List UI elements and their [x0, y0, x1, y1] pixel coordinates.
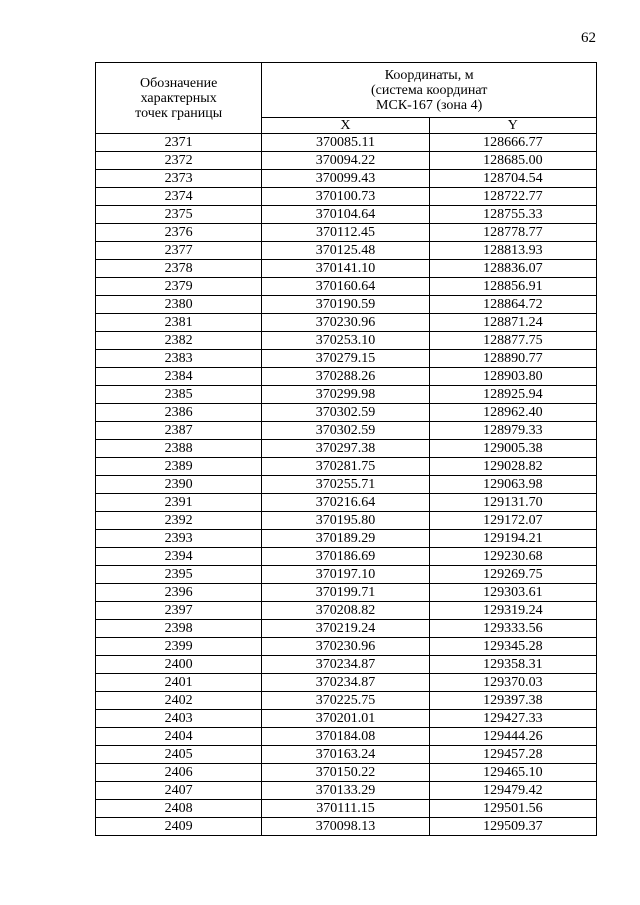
y-cell: 128871.24 — [429, 314, 596, 332]
x-cell: 370125.48 — [262, 242, 429, 260]
table-row — [96, 260, 597, 278]
y-cell: 128755.33 — [429, 206, 596, 224]
points-column-header — [96, 63, 262, 134]
y-cell: 129303.61 — [429, 584, 596, 602]
coords-header-line: МСК-167 (зона 4) — [376, 97, 483, 113]
point-cell: 2377 — [96, 242, 262, 260]
table-row — [96, 296, 597, 314]
y-cell: 129465.10 — [429, 764, 596, 782]
point-cell: 2408 — [96, 800, 262, 818]
points-header-line: Обозначение — [139, 75, 218, 91]
point-cell: 2397 — [96, 602, 262, 620]
table-row — [96, 368, 597, 386]
y-cell: 129427.33 — [429, 710, 596, 728]
y-cell: 129131.70 — [429, 494, 596, 512]
x-cell: 370255.71 — [262, 476, 429, 494]
x-cell: 370099.43 — [262, 170, 429, 188]
y-cell: 129397.38 — [429, 692, 596, 710]
coordinates-column-header — [262, 63, 597, 118]
table-row — [96, 530, 597, 548]
table-row — [96, 314, 597, 332]
y-cell: 129370.03 — [429, 674, 596, 692]
y-cell: 128979.33 — [429, 422, 596, 440]
point-cell: 2384 — [96, 368, 262, 386]
y-cell: 129479.42 — [429, 782, 596, 800]
table-row — [96, 656, 597, 674]
y-cell: 128856.91 — [429, 278, 596, 296]
point-cell: 2381 — [96, 314, 262, 332]
x-cell: 370230.96 — [262, 638, 429, 656]
x-cell: 370234.87 — [262, 674, 429, 692]
table-row — [96, 134, 597, 152]
y-cell: 129028.82 — [429, 458, 596, 476]
x-cell: 370112.45 — [262, 224, 429, 242]
x-cell: 370133.29 — [262, 782, 429, 800]
table-row — [96, 188, 597, 206]
point-cell: 2391 — [96, 494, 262, 512]
y-cell: 128903.80 — [429, 368, 596, 386]
x-cell: 370190.59 — [262, 296, 429, 314]
point-cell: 2401 — [96, 674, 262, 692]
y-cell: 129509.37 — [429, 818, 596, 836]
table-row — [96, 602, 597, 620]
x-cell: 370197.10 — [262, 566, 429, 584]
point-cell: 2396 — [96, 584, 262, 602]
point-cell: 2378 — [96, 260, 262, 278]
x-cell: 370100.73 — [262, 188, 429, 206]
x-cell: 370098.13 — [262, 818, 429, 836]
table-row — [96, 782, 597, 800]
y-cell: 129345.28 — [429, 638, 596, 656]
x-cell: 370208.82 — [262, 602, 429, 620]
x-cell: 370201.01 — [262, 710, 429, 728]
y-cell: 129230.68 — [429, 548, 596, 566]
x-cell: 370230.96 — [262, 314, 429, 332]
x-cell: 370085.11 — [262, 134, 429, 152]
coords-header-line: (система координат — [370, 82, 488, 98]
x-cell: 370302.59 — [262, 422, 429, 440]
point-cell: 2394 — [96, 548, 262, 566]
point-cell: 2385 — [96, 386, 262, 404]
table-row — [96, 476, 597, 494]
x-cell: 370189.29 — [262, 530, 429, 548]
y-cell: 129457.28 — [429, 746, 596, 764]
table-row — [96, 728, 597, 746]
table-row — [96, 332, 597, 350]
x-cell: 370225.75 — [262, 692, 429, 710]
table-row — [96, 170, 597, 188]
x-cell: 370279.15 — [262, 350, 429, 368]
x-cell: 370141.10 — [262, 260, 429, 278]
point-cell: 2387 — [96, 422, 262, 440]
y-cell: 128778.77 — [429, 224, 596, 242]
x-cell: 370199.71 — [262, 584, 429, 602]
point-cell: 2399 — [96, 638, 262, 656]
table-row — [96, 638, 597, 656]
point-cell: 2373 — [96, 170, 262, 188]
table-row — [96, 494, 597, 512]
point-cell: 2409 — [96, 818, 262, 836]
x-cell: 370163.24 — [262, 746, 429, 764]
y-cell: 129333.56 — [429, 620, 596, 638]
point-cell: 2372 — [96, 152, 262, 170]
table-row — [96, 458, 597, 476]
point-cell: 2388 — [96, 440, 262, 458]
coordinates-table — [95, 62, 597, 836]
y-cell: 128813.93 — [429, 242, 596, 260]
x-cell: 370111.15 — [262, 800, 429, 818]
y-cell: 128962.40 — [429, 404, 596, 422]
x-cell: 370288.26 — [262, 368, 429, 386]
table-row — [96, 422, 597, 440]
table-row — [96, 710, 597, 728]
table-row — [96, 584, 597, 602]
table-row — [96, 764, 597, 782]
x-cell: 370195.80 — [262, 512, 429, 530]
point-cell: 2376 — [96, 224, 262, 242]
x-cell: 370160.64 — [262, 278, 429, 296]
point-cell: 2379 — [96, 278, 262, 296]
x-cell: 370094.22 — [262, 152, 429, 170]
x-cell: 370253.10 — [262, 332, 429, 350]
point-cell: 2407 — [96, 782, 262, 800]
point-cell: 2395 — [96, 566, 262, 584]
y-cell: 129063.98 — [429, 476, 596, 494]
point-cell: 2392 — [96, 512, 262, 530]
y-cell: 128877.75 — [429, 332, 596, 350]
point-cell: 2393 — [96, 530, 262, 548]
y-cell: 129172.07 — [429, 512, 596, 530]
y-column-header: Y — [429, 118, 596, 134]
point-cell: 2383 — [96, 350, 262, 368]
point-cell: 2398 — [96, 620, 262, 638]
y-cell: 129501.56 — [429, 800, 596, 818]
table-row — [96, 674, 597, 692]
coords-header-line: Координаты, м — [384, 67, 474, 83]
x-cell: 370104.64 — [262, 206, 429, 224]
table-row — [96, 350, 597, 368]
x-cell: 370216.64 — [262, 494, 429, 512]
table-row — [96, 386, 597, 404]
point-cell: 2371 — [96, 134, 262, 152]
x-cell: 370299.98 — [262, 386, 429, 404]
x-cell: 370184.08 — [262, 728, 429, 746]
table-row — [96, 152, 597, 170]
point-cell: 2375 — [96, 206, 262, 224]
table-row — [96, 440, 597, 458]
point-cell: 2382 — [96, 332, 262, 350]
table-row — [96, 206, 597, 224]
table-row — [96, 404, 597, 422]
point-cell: 2389 — [96, 458, 262, 476]
x-cell: 370234.87 — [262, 656, 429, 674]
y-cell: 129319.24 — [429, 602, 596, 620]
y-cell: 128666.77 — [429, 134, 596, 152]
y-cell: 128704.54 — [429, 170, 596, 188]
y-cell: 128890.77 — [429, 350, 596, 368]
point-cell: 2404 — [96, 728, 262, 746]
point-cell: 2374 — [96, 188, 262, 206]
x-cell: 370186.69 — [262, 548, 429, 566]
point-cell: 2380 — [96, 296, 262, 314]
table-row — [96, 620, 597, 638]
table-row — [96, 818, 597, 836]
table-row — [96, 242, 597, 260]
y-cell: 129194.21 — [429, 530, 596, 548]
x-cell: 370297.38 — [262, 440, 429, 458]
table-body — [96, 134, 597, 836]
table-row — [96, 278, 597, 296]
table-row — [96, 692, 597, 710]
point-cell: 2400 — [96, 656, 262, 674]
page-number: 62 — [581, 30, 596, 46]
point-cell: 2405 — [96, 746, 262, 764]
x-column-header: X — [262, 118, 429, 134]
y-cell: 128864.72 — [429, 296, 596, 314]
table-row — [96, 746, 597, 764]
x-cell: 370219.24 — [262, 620, 429, 638]
y-cell: 128925.94 — [429, 386, 596, 404]
y-cell: 128836.07 — [429, 260, 596, 278]
y-cell: 128722.77 — [429, 188, 596, 206]
y-cell: 129005.38 — [429, 440, 596, 458]
point-cell: 2390 — [96, 476, 262, 494]
point-cell: 2402 — [96, 692, 262, 710]
points-header-line: характерных — [140, 90, 217, 106]
table-row — [96, 224, 597, 242]
points-header-line: точек границы — [135, 105, 223, 121]
x-cell: 370281.75 — [262, 458, 429, 476]
table-row — [96, 566, 597, 584]
table-row — [96, 800, 597, 818]
point-cell: 2403 — [96, 710, 262, 728]
x-cell: 370150.22 — [262, 764, 429, 782]
table-row — [96, 512, 597, 530]
y-cell: 129444.26 — [429, 728, 596, 746]
table-row — [96, 548, 597, 566]
y-cell: 129358.31 — [429, 656, 596, 674]
point-cell: 2386 — [96, 404, 262, 422]
y-cell: 129269.75 — [429, 566, 596, 584]
y-cell: 128685.00 — [429, 152, 596, 170]
point-cell: 2406 — [96, 764, 262, 782]
x-cell: 370302.59 — [262, 404, 429, 422]
